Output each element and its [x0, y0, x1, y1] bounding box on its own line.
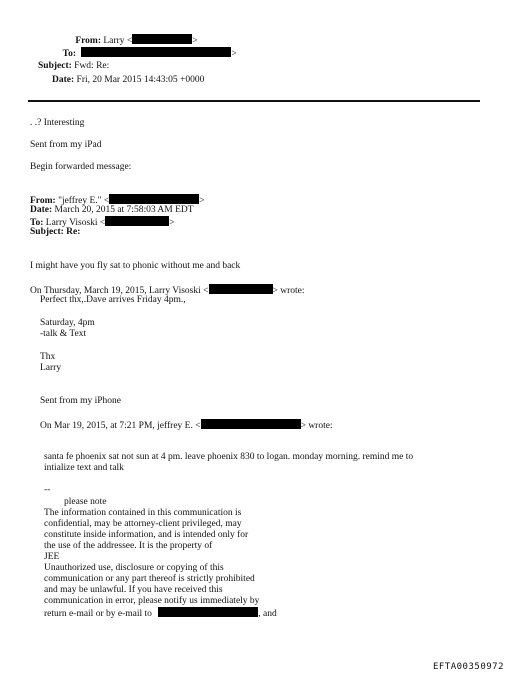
header-subject — [38, 61, 109, 72]
msg-talk-text: -talk & Text — [40, 329, 87, 339]
to-label: To: — [62, 49, 76, 59]
redaction — [201, 419, 301, 429]
msg-line-fly: I might have you fly sat to phonic without me and back — [30, 261, 241, 271]
note-line: Unauthorized use, disclosure or copying of this — [44, 563, 224, 573]
fwd-to-label: To: — [30, 218, 44, 228]
quote-jeffrey-tail: > wrote: — [300, 421, 333, 431]
subject-label: Subject: — [38, 61, 72, 71]
header-to — [46, 47, 237, 60]
from-tail: > — [192, 36, 198, 46]
msg-saturday: Saturday, 4pm — [40, 318, 95, 328]
header-divider — [28, 100, 480, 102]
from-value: Larry < — [103, 36, 133, 46]
redaction — [109, 194, 199, 204]
fwd-from-value: "jeffrey E." < — [58, 196, 110, 206]
fwd-from-label: From: — [30, 196, 56, 206]
fwd-subject-value: Re: — [66, 227, 81, 237]
quote-larry-tail: > wrote: — [272, 286, 305, 296]
msg-thx: Thx — [40, 352, 56, 362]
note-title: please note — [64, 497, 107, 507]
msg-perfect: Perfect thx,.Dave arrives Friday 4pm., — [40, 295, 186, 305]
body-line-ipad: Sent from my iPad — [30, 140, 102, 150]
quote-larry-text: On Thursday, March 19, 2015, Larry Visoski < — [30, 286, 209, 296]
header-date — [52, 75, 204, 86]
quote-jeffrey-text: On Mar 19, 2015, at 7:21 PM, jeffrey E. < — [40, 421, 201, 431]
fwd-to-tail: > — [169, 218, 175, 228]
note-last-tail: , and — [258, 609, 277, 619]
note-line: confidential, may be attorney-client privileged, may — [44, 519, 242, 529]
note-line: and may be unlawful. If you have received this — [44, 585, 223, 595]
from-label: From: — [75, 36, 101, 46]
fwd-subject-label: Subject: — [30, 227, 64, 237]
fwd-date — [30, 205, 194, 216]
redaction — [105, 216, 169, 226]
note-line: communication in error, please notify us immediately by — [44, 596, 260, 606]
redaction — [132, 34, 192, 44]
fwd-subject — [30, 227, 80, 238]
subject-value: Fwd: Re: — [74, 61, 110, 71]
msg-intialize: intialize text and talk — [44, 463, 124, 473]
note-last-line — [44, 607, 277, 620]
msg-larry: Larry — [40, 363, 62, 373]
fwd-from-tail: > — [199, 196, 205, 206]
date-value: Fri, 20 Mar 2015 14:43:05 +0000 — [76, 75, 205, 85]
body-line-interesting: . .? Interesting — [30, 118, 85, 128]
note-line: constitute inside information, and is intended only for — [44, 530, 249, 540]
msg-dashes: -- — [44, 485, 51, 495]
redaction — [209, 284, 273, 294]
note-line: the use of the addressee. It is the property of — [44, 541, 213, 551]
note-last-text: return e-mail or by e-mail to — [44, 609, 152, 619]
redaction — [81, 47, 231, 57]
body-line-forwarded: Begin forwarded message: — [30, 162, 132, 172]
msg-iphone: Sent from my iPhone — [40, 396, 122, 406]
document-id: EFTA00350972 — [432, 662, 504, 672]
header-from — [46, 34, 198, 47]
msg-quote-jeffrey — [40, 419, 333, 432]
to-tail: > — [231, 49, 237, 59]
note-line: The information contained in this communication is — [44, 508, 242, 518]
fwd-date-label: Date: — [30, 205, 53, 215]
date-label: Date: — [52, 75, 75, 85]
note-line: JEE — [44, 552, 60, 562]
note-line: communication or any part thereof is strictly prohibited — [44, 574, 255, 584]
fwd-to-value: Larry Visoski < — [45, 218, 106, 228]
redaction — [158, 607, 258, 617]
msg-santa-fe: santa fe phoenix sat not sun at 4 pm. leave phoenix 830 to logan. monday morning. remind me to — [44, 452, 414, 462]
fwd-date-value: March 20, 2015 at 7:58:03 AM EDT — [54, 205, 194, 215]
